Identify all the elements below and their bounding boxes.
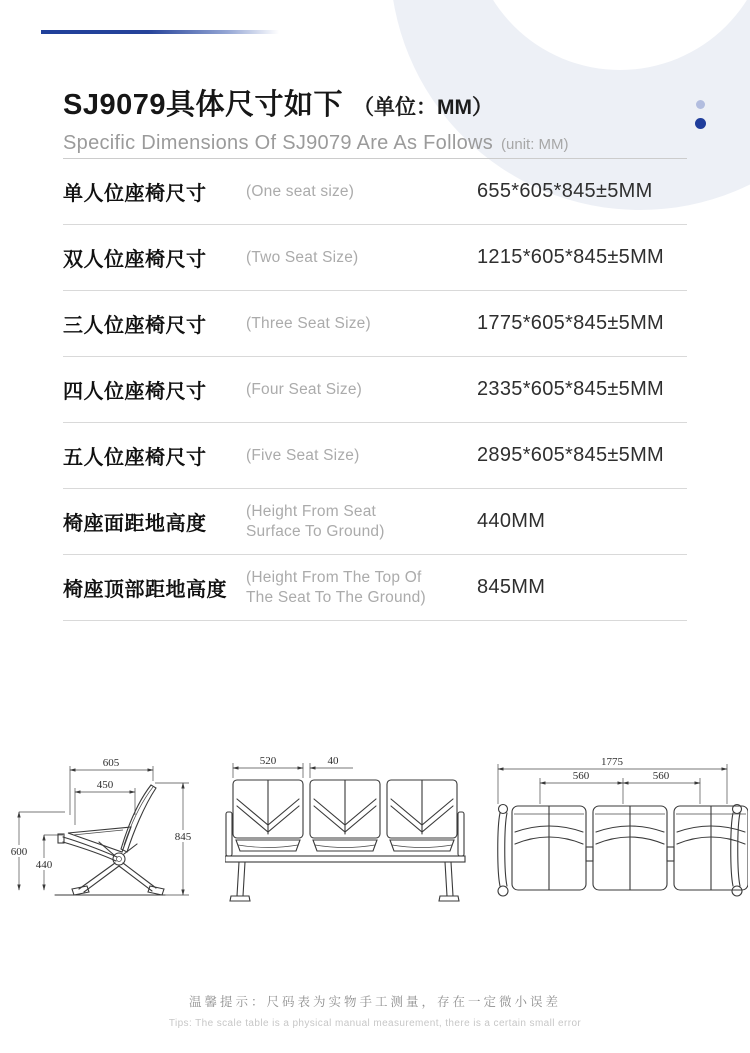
row-value: 655*605*845±5MM [477, 180, 653, 202]
decor-dot-dark [695, 118, 706, 129]
table-row [63, 291, 687, 357]
decor-dot-light [696, 100, 705, 109]
accent-bar [41, 30, 279, 34]
row-label-en: (One seat size) [246, 182, 355, 200]
page-title [63, 82, 687, 123]
row-label-en: (Four Seat Size) [246, 380, 363, 398]
row-label-en: (Five Seat Size) [246, 446, 360, 464]
page-subtitle-en: Specific Dimensions Of SJ9079 Are As Follows [63, 132, 494, 154]
row-label-zh: 椅座面距地高度 [63, 513, 207, 535]
header [63, 82, 687, 155]
row-label-zh: 五人位座椅尺寸 [63, 447, 207, 469]
side-view-drawing [3, 745, 218, 907]
table-row [63, 555, 687, 621]
dim-label-560-left: 560 [572, 770, 590, 782]
row-label-zh: 双人位座椅尺寸 [63, 249, 207, 271]
rear-view-drawing [492, 752, 748, 902]
dimension-table [63, 158, 687, 621]
page-title-unit: （单位：MM） [353, 96, 493, 119]
row-label-zh: 三人位座椅尺寸 [63, 315, 207, 337]
dim-label-600: 600 [10, 846, 28, 858]
row-value: 1215*605*845±5MM [477, 246, 665, 268]
table-row [63, 357, 687, 423]
dim-label-450: 450 [96, 779, 114, 791]
row-value: 2335*605*845±5MM [477, 378, 665, 400]
table-row [63, 225, 687, 291]
row-label-en: (Height From Seat Surface To Ground) [246, 503, 385, 540]
dim-label-845: 845 [174, 831, 192, 843]
row-value: 2895*605*845±5MM [477, 444, 665, 466]
dim-label-40: 40 [327, 755, 339, 767]
dim-label-440: 440 [35, 859, 53, 871]
page-subtitle-unit: (unit: MM) [501, 136, 569, 153]
tip-text-zh: 温馨提示：尺码表为实物手工测量，存在一定微小误差 [188, 995, 561, 1009]
page-title-zh: SJ9079具体尺寸如下 [63, 89, 343, 121]
table-row [63, 159, 687, 225]
dim-label-1775: 1775 [601, 756, 623, 768]
row-value: 1775*605*845±5MM [477, 312, 665, 334]
row-label-en: (Three Seat Size) [246, 314, 371, 332]
footer-tips [0, 992, 750, 1029]
row-label-en: (Height From The Top Of The Seat To The Ground) [246, 569, 426, 606]
row-label-en: (Two Seat Size) [246, 248, 359, 266]
table-row [63, 489, 687, 555]
dim-label-605: 605 [102, 757, 120, 769]
row-label-zh: 单人位座椅尺寸 [63, 183, 207, 205]
front-view-drawing [225, 750, 472, 908]
table-row [63, 423, 687, 489]
dim-label-560-right: 560 [652, 770, 670, 782]
dim-label-520: 520 [259, 755, 277, 767]
tip-text-en: Tips: The scale table is a physical manual measurement, there is a certain small error [168, 1018, 582, 1029]
row-value: 440MM [477, 510, 546, 532]
row-value: 845MM [477, 576, 546, 598]
page-subtitle [63, 132, 687, 155]
row-label-zh: 四人位座椅尺寸 [63, 381, 207, 403]
row-label-zh: 椅座顶部距地高度 [63, 579, 227, 601]
